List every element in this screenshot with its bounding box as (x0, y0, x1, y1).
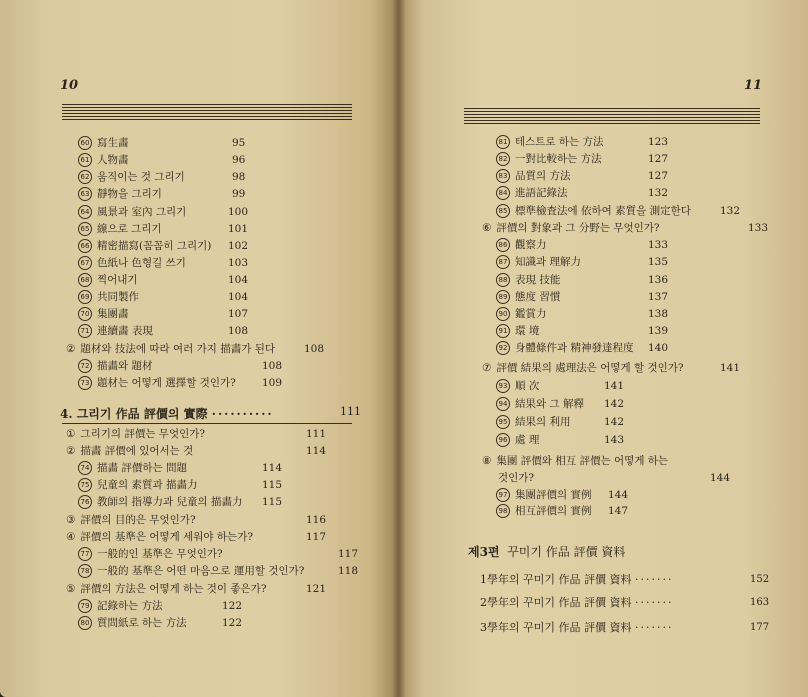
header-rule (464, 111, 760, 112)
toc-entry[interactable] (496, 186, 568, 200)
leader-dots: ·········· (211, 407, 274, 421)
toc-entry[interactable] (496, 204, 691, 218)
toc-entry[interactable] (78, 461, 187, 475)
toc-entry[interactable] (78, 307, 129, 321)
section-title: 評價 結果의 處理法은 어떻게 할 것인가? (496, 362, 684, 374)
section-marker: ① (66, 428, 76, 440)
leader-dots: ······· (635, 621, 674, 634)
entry-title: 進語記錄法 (515, 187, 568, 199)
circled-number: 75 (78, 478, 92, 492)
section-title: 評價의 目的은 무엇인가? (80, 514, 196, 526)
entry-page: 102 (228, 240, 249, 252)
page-number: 10 (60, 78, 79, 93)
left-page (0, 0, 398, 697)
circled-number: 79 (78, 599, 92, 613)
entry-title: 風景과 室內 그리기 (97, 206, 187, 218)
header-rule (62, 110, 352, 111)
toc-section[interactable] (482, 221, 660, 235)
toc-entry[interactable] (496, 379, 539, 393)
part-item-page: 163 (750, 597, 770, 608)
entry-page: 118 (338, 565, 359, 577)
entry-title: 環 境 (515, 325, 540, 337)
circled-number: 95 (496, 415, 510, 429)
toc-entry[interactable] (496, 488, 591, 502)
part-label: 제3편 (468, 545, 500, 559)
section-title: 集團 評價와 相互 評價는 어떻게 하는 (496, 455, 669, 467)
section-title-continued: 것인가? (498, 472, 535, 484)
section-page: 114 (306, 445, 327, 457)
section-marker: ③ (66, 514, 76, 526)
toc-entry[interactable] (78, 599, 163, 613)
toc-entry[interactable] (78, 290, 139, 304)
entry-title: 線으로 그리기 (97, 223, 162, 235)
entry-page: 115 (262, 496, 283, 508)
toc-entry[interactable] (496, 341, 633, 355)
section-title: 評價의 基準은 어떻게 세워야 하는가? (80, 531, 253, 543)
entry-page: 123 (648, 136, 669, 148)
toc-section[interactable] (66, 444, 193, 458)
section-title: 題材와 技法에 따라 여러 가지 描畵가 된다 (80, 343, 276, 355)
entry-page: 108 (228, 325, 249, 337)
toc-entry[interactable] (78, 256, 186, 270)
toc-entry[interactable] (78, 478, 197, 492)
entry-page: 139 (648, 325, 669, 337)
entry-title: 描畵와 題材 (97, 360, 153, 372)
circled-number: 88 (496, 273, 510, 287)
entry-title: 處 理 (515, 434, 540, 446)
entry-title: 集團評價의 實例 (515, 489, 592, 501)
entry-title: 相互評價의 實例 (515, 505, 592, 517)
entry-title: 知識과 理解力 (515, 256, 581, 268)
entry-title: 一般的인 基準은 무엇인가? (97, 548, 223, 560)
header-rule (464, 114, 760, 115)
circled-number: 60 (78, 136, 92, 150)
entry-page: 109 (262, 377, 283, 389)
circled-number: 77 (78, 547, 92, 561)
circled-number: 67 (78, 256, 92, 270)
circled-number: 93 (496, 379, 510, 393)
entry-title: 寫生畵 (97, 137, 129, 149)
toc-entry[interactable] (496, 273, 560, 287)
section-marker: ④ (66, 531, 76, 543)
toc-entry[interactable] (78, 495, 242, 509)
toc-entry[interactable] (496, 504, 591, 518)
section-page: 144 (710, 472, 731, 484)
toc-section[interactable] (66, 427, 205, 441)
circled-number: 62 (78, 170, 92, 184)
entry-page: 132 (720, 205, 741, 217)
circled-number: 84 (496, 186, 510, 200)
section-marker: ⑦ (482, 362, 492, 374)
entry-title: 順 次 (515, 380, 540, 392)
header-rule (464, 120, 760, 121)
toc-entry[interactable] (78, 564, 304, 578)
toc-entry[interactable] (78, 376, 236, 390)
entry-title: 觀察力 (515, 239, 547, 251)
entry-page: 144 (608, 489, 629, 501)
entry-title: 表現 技能 (515, 274, 561, 286)
part-item-title: 2學年의 꾸미기 作品 評價 資料 (480, 596, 632, 609)
toc-entry[interactable] (78, 239, 211, 253)
header-rule (62, 107, 352, 108)
section-title: 評價의 對象과 그 分野는 무엇인가? (496, 222, 660, 234)
entry-title: 色紙나 色형길 쓰기 (97, 257, 186, 269)
toc-entry[interactable] (78, 170, 185, 184)
section-page: 133 (748, 222, 769, 234)
circled-number: 63 (78, 187, 92, 201)
circled-number: 74 (78, 461, 92, 475)
circled-number: 98 (496, 504, 510, 518)
entry-title: 結果와 그 解釋 (515, 398, 584, 410)
entry-page: 132 (648, 187, 669, 199)
page-number: 11 (744, 78, 763, 93)
right-page (398, 0, 808, 697)
chapter-page: 111 (340, 405, 361, 418)
toc-section[interactable] (482, 361, 684, 375)
header-rule (62, 116, 352, 117)
circled-number: 90 (496, 307, 510, 321)
toc-entry[interactable] (78, 359, 152, 373)
circled-number: 71 (78, 324, 92, 338)
toc-entry[interactable] (496, 290, 560, 304)
section-page: 108 (304, 343, 325, 355)
entry-title: 連續畵 表現 (97, 325, 153, 337)
part-item-title: 3學年의 꾸미기 作品 評價 資料 (480, 621, 632, 634)
toc-entry[interactable] (78, 324, 153, 338)
circled-number: 94 (496, 397, 510, 411)
entry-page: 114 (262, 462, 283, 474)
entry-page: 115 (262, 479, 283, 491)
entry-page: 138 (648, 308, 669, 320)
entry-title: 人物畵 (97, 154, 129, 166)
circled-number: 82 (496, 152, 510, 166)
entry-page: 96 (232, 154, 246, 166)
section-marker: ⑥ (482, 222, 492, 234)
section-marker: ⑧ (482, 455, 492, 467)
circled-number: 68 (78, 273, 92, 287)
header-rule (62, 113, 352, 114)
toc-entry[interactable] (496, 169, 570, 183)
entry-page: 140 (648, 342, 669, 354)
entry-page: 104 (228, 291, 249, 303)
toc-entry[interactable] (78, 187, 162, 201)
circled-number: 86 (496, 238, 510, 252)
book-gutter (392, 0, 406, 697)
circled-number: 64 (78, 205, 92, 219)
circled-number: 73 (78, 376, 92, 390)
section-page: 111 (306, 428, 327, 440)
toc-section[interactable] (66, 513, 196, 527)
chapter-heading[interactable] (60, 405, 274, 422)
section-title: 評價의 方法은 어떻게 하는 것이 좋은가? (80, 583, 267, 595)
circled-number: 69 (78, 290, 92, 304)
entry-title: 結果의 利用 (515, 416, 571, 428)
toc-entry[interactable] (78, 616, 187, 630)
toc-entry[interactable] (496, 152, 602, 166)
section-marker: ② (66, 343, 76, 355)
section-page: 117 (306, 531, 327, 543)
circled-number: 96 (496, 433, 510, 447)
entry-page: 108 (262, 360, 283, 372)
entry-page: 104 (228, 274, 249, 286)
circled-number: 89 (496, 290, 510, 304)
leader-dots: ······· (635, 573, 674, 586)
header-rule (62, 119, 352, 120)
entry-title: 身體條件과 精神發達程度 (515, 342, 634, 354)
toc-entry[interactable] (496, 433, 539, 447)
entry-page: 99 (232, 188, 246, 200)
section-title: 그리기의 評價는 무엇인가? (80, 428, 206, 440)
entry-title: 質問紙로 하는 方法 (97, 617, 187, 629)
circled-number: 66 (78, 239, 92, 253)
circled-number: 91 (496, 324, 510, 338)
toc-entry[interactable] (78, 136, 129, 150)
header-rule (464, 108, 760, 109)
entry-page: 127 (648, 170, 669, 182)
entry-title: 움직이는 것 그리기 (97, 171, 185, 183)
section-title: 描畵 評價에 있어서는 것 (80, 445, 194, 457)
entry-page: 100 (228, 206, 249, 218)
circled-number: 61 (78, 153, 92, 167)
entry-page: 133 (648, 239, 669, 251)
entry-title: 品質의 方法 (515, 170, 571, 182)
entry-page: 142 (604, 416, 625, 428)
entry-title: 鑑賞力 (515, 308, 547, 320)
chapter-title: 4. 그리기 作品 評價의 實際 (60, 407, 208, 421)
entry-title: 態度 習慣 (515, 291, 561, 303)
toc-section[interactable] (66, 342, 275, 356)
entry-title: 集團畵 (97, 308, 129, 320)
toc-entry[interactable] (496, 238, 547, 252)
entry-page: 122 (222, 600, 243, 612)
toc-entry[interactable] (496, 324, 539, 338)
entry-title: 찍어내기 (97, 274, 138, 286)
entry-title: 共同製作 (97, 291, 139, 303)
circled-number: 85 (496, 204, 510, 218)
toc-entry[interactable] (496, 397, 584, 411)
entry-title: 精密描寫(꼼꼼히 그리기) (97, 240, 212, 252)
entry-page: 122 (222, 617, 243, 629)
toc-section[interactable] (66, 530, 253, 544)
part-title: 꾸미기 作品 評價 資料 (507, 545, 626, 559)
toc-entry[interactable] (78, 547, 223, 561)
circled-number: 72 (78, 359, 92, 373)
entry-page: 98 (232, 171, 246, 183)
section-page: 121 (306, 583, 327, 595)
entry-page: 127 (648, 153, 669, 165)
entry-page: 142 (604, 398, 625, 410)
entry-title: 一般的 基準은 어떤 마음으로 運用할 것인가? (97, 565, 305, 577)
entry-title: 題材는 어떻게 選擇할 것인가? (97, 377, 236, 389)
toc-entry[interactable] (496, 255, 581, 269)
circled-number: 81 (496, 135, 510, 149)
entry-page: 147 (608, 505, 629, 517)
entry-page: 117 (338, 548, 359, 560)
circled-number: 87 (496, 255, 510, 269)
toc-entry[interactable] (496, 135, 604, 149)
entry-title: 테스트로 하는 方法 (515, 136, 604, 148)
entry-page: 101 (228, 223, 249, 235)
entry-title: 教師의 指導力과 兒童의 描畵力 (97, 496, 243, 508)
toc-entry[interactable] (78, 153, 129, 167)
circled-number: 92 (496, 341, 510, 355)
section-marker: ② (66, 445, 76, 457)
entry-title: 描畵 評價하는 問題 (97, 462, 187, 474)
circled-number: 65 (78, 222, 92, 236)
header-rule (464, 117, 760, 118)
toc-entry[interactable] (496, 307, 547, 321)
part-item[interactable] (480, 594, 673, 610)
entry-page: 141 (604, 380, 625, 392)
entry-page: 103 (228, 257, 249, 269)
entry-page: 137 (648, 291, 669, 303)
circled-number: 83 (496, 169, 510, 183)
toc-entry[interactable] (496, 415, 570, 429)
circled-number: 76 (78, 495, 92, 509)
circled-number: 97 (496, 488, 510, 502)
entry-page: 95 (232, 137, 246, 149)
entry-title: 一對比較하는 方法 (515, 153, 602, 165)
leader-dots: ······· (635, 596, 674, 609)
part-item-title: 1學年의 꾸미기 作品 評價 資料 (480, 573, 632, 586)
entry-page: 136 (648, 274, 669, 286)
toc-section[interactable] (482, 454, 668, 468)
entry-title: 標準檢査法에 依하여 素質을 測定한다 (515, 205, 691, 217)
toc-entry[interactable] (78, 222, 162, 236)
entry-title: 記錄하는 方法 (97, 600, 163, 612)
chapter-rule (62, 423, 352, 424)
part-item[interactable] (480, 619, 673, 635)
part-heading[interactable] (468, 543, 625, 560)
section-marker: ⑤ (66, 583, 76, 595)
toc-section-continued (498, 471, 534, 485)
circled-number: 80 (78, 616, 92, 630)
header-rule (62, 104, 352, 105)
entry-page: 135 (648, 256, 669, 268)
entry-title: 靜物을 그리기 (97, 188, 162, 200)
part-item-page: 152 (750, 574, 770, 585)
section-page: 141 (720, 362, 741, 374)
entry-title: 兒童의 素質과 描畵力 (97, 479, 198, 491)
part-item[interactable] (480, 571, 673, 587)
header-rule (464, 123, 760, 124)
toc-section[interactable] (66, 582, 266, 596)
toc-entry[interactable] (78, 273, 138, 287)
toc-entry[interactable] (78, 205, 186, 219)
entry-page: 143 (604, 434, 625, 446)
section-page: 116 (306, 514, 327, 526)
circled-number: 78 (78, 564, 92, 578)
entry-page: 107 (228, 308, 249, 320)
circled-number: 70 (78, 307, 92, 321)
part-item-page: 177 (750, 622, 770, 633)
